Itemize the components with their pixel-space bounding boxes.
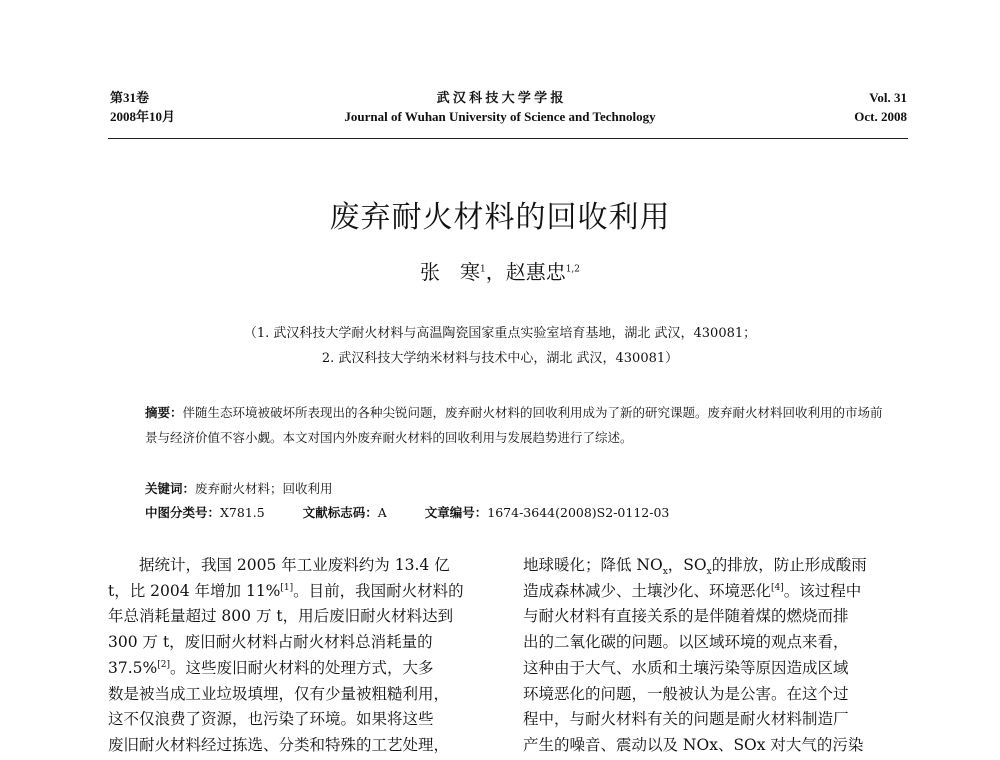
keywords [145, 476, 890, 501]
body-line: 300 万 t，废旧耐火材料占耐火材料总消耗量的 [108, 633, 433, 652]
body-line: 废旧耐火材料经过拣选、分类和特殊的工艺处理， [108, 735, 450, 754]
keywords-label: 关键词： [145, 481, 196, 496]
keywords-text: 废弃耐火材料；回收利用 [195, 481, 333, 496]
body-line: 据统计，我国 2005 年工业废料约为 13.4 亿 [108, 556, 450, 574]
body-right-column [523, 553, 909, 759]
body-line: 数是被当成工业垃圾填埋，仅有少量被粗糙利用， [108, 684, 450, 703]
citation: [1] [280, 582, 294, 593]
journal-name-cn: 武 汉 科 技 大 学 学 报 [436, 90, 564, 105]
body-line: 程中，与耐火材料有关的问题是耐火材料制造厂 [523, 710, 849, 729]
volume: 第31卷 [110, 90, 150, 105]
citation: [4] [771, 582, 784, 593]
author-2: 赵惠忠 [505, 260, 566, 284]
body-line: 环境恶化的问题，一般被认为是公害。在这个过 [523, 684, 849, 703]
header-rule [108, 138, 908, 139]
author-1: 张 寒 [419, 260, 480, 284]
body-line: 产生的噪音、震动以及 NOx、SOx 对大气的污染 [523, 735, 864, 754]
body-line: 年总消耗量超过 800 万 t，用后废旧耐火材料达到 [108, 607, 454, 626]
abstract [145, 400, 890, 450]
journal-name-en: Journal of Wuhan University of Science and Technology [344, 109, 656, 124]
citation: [2] [157, 659, 170, 670]
affiliation-1: （1. 武汉科技大学耐火材料与高温陶瓷国家重点实验室培育基地，湖北 武汉，430081； [243, 326, 757, 341]
body-line: 这不仅浪费了资源，也污染了环境。如果将这些 [108, 710, 434, 729]
author-sep: ， [485, 260, 506, 284]
author-2-affil: 1,2 [565, 264, 581, 275]
body-line: 37.5%[2]。这些废旧耐火材料的处理方式，大多 [108, 658, 434, 677]
volume-en: Vol. 31 [869, 90, 907, 105]
body-line: 出的二氧化碳的问题。以区域环境的观点来看， [523, 633, 849, 652]
doc-code-value: A [377, 505, 387, 520]
clc-label: 中图分类号： [145, 505, 221, 520]
body-line: 地球暖化；降低 $NO_x$，$SO_x$的排放，防止形成酸雨 [523, 556, 867, 578]
body-line: t，比 2004 年增加 11%[1]。目前，我国耐火材料的 [108, 581, 464, 600]
body-line: 造成森林减少、土壤沙化、环境恶化[4]。该过程中 [523, 581, 862, 600]
doc-code-label: 文献标志码： [302, 505, 378, 520]
body-line: 与耐火材料有直接关系的是伴随着煤的燃烧而排 [523, 607, 849, 626]
abstract-text: 伴随生态环境被破坏所表现出的各种尖锐问题，废弃耐火材料的回收利用成为了新的研究课题。废弃耐火材料回收利用的市场前景与经济价值不容小觑。本文对国内外废弃耐火材料的回收利用与发展趋势进行了综述。 [145, 405, 883, 445]
abstract-label: 摘要： [145, 405, 183, 420]
article-id-value: 1674-3644(2008)S2-0112-03 [487, 505, 670, 520]
paper-title: 废弃耐火材料的回收利用 [329, 200, 671, 235]
date-en: Oct. 2008 [854, 109, 907, 124]
affiliation-2: 2. 武汉科技大学纳米材料与技术中心，湖北 武汉，430081） [321, 351, 679, 366]
classification [145, 500, 890, 525]
body-left-column [108, 553, 494, 759]
body-line: 这种由于大气、水质和土壤污染等原因造成区域 [523, 658, 849, 677]
authors [0, 256, 1000, 285]
author-1-affil: 1 [479, 264, 486, 275]
clc-value: X781.5 [220, 505, 265, 520]
article-id-label: 文章编号： [424, 505, 488, 520]
issue-date: 2008年10月 [110, 109, 176, 124]
